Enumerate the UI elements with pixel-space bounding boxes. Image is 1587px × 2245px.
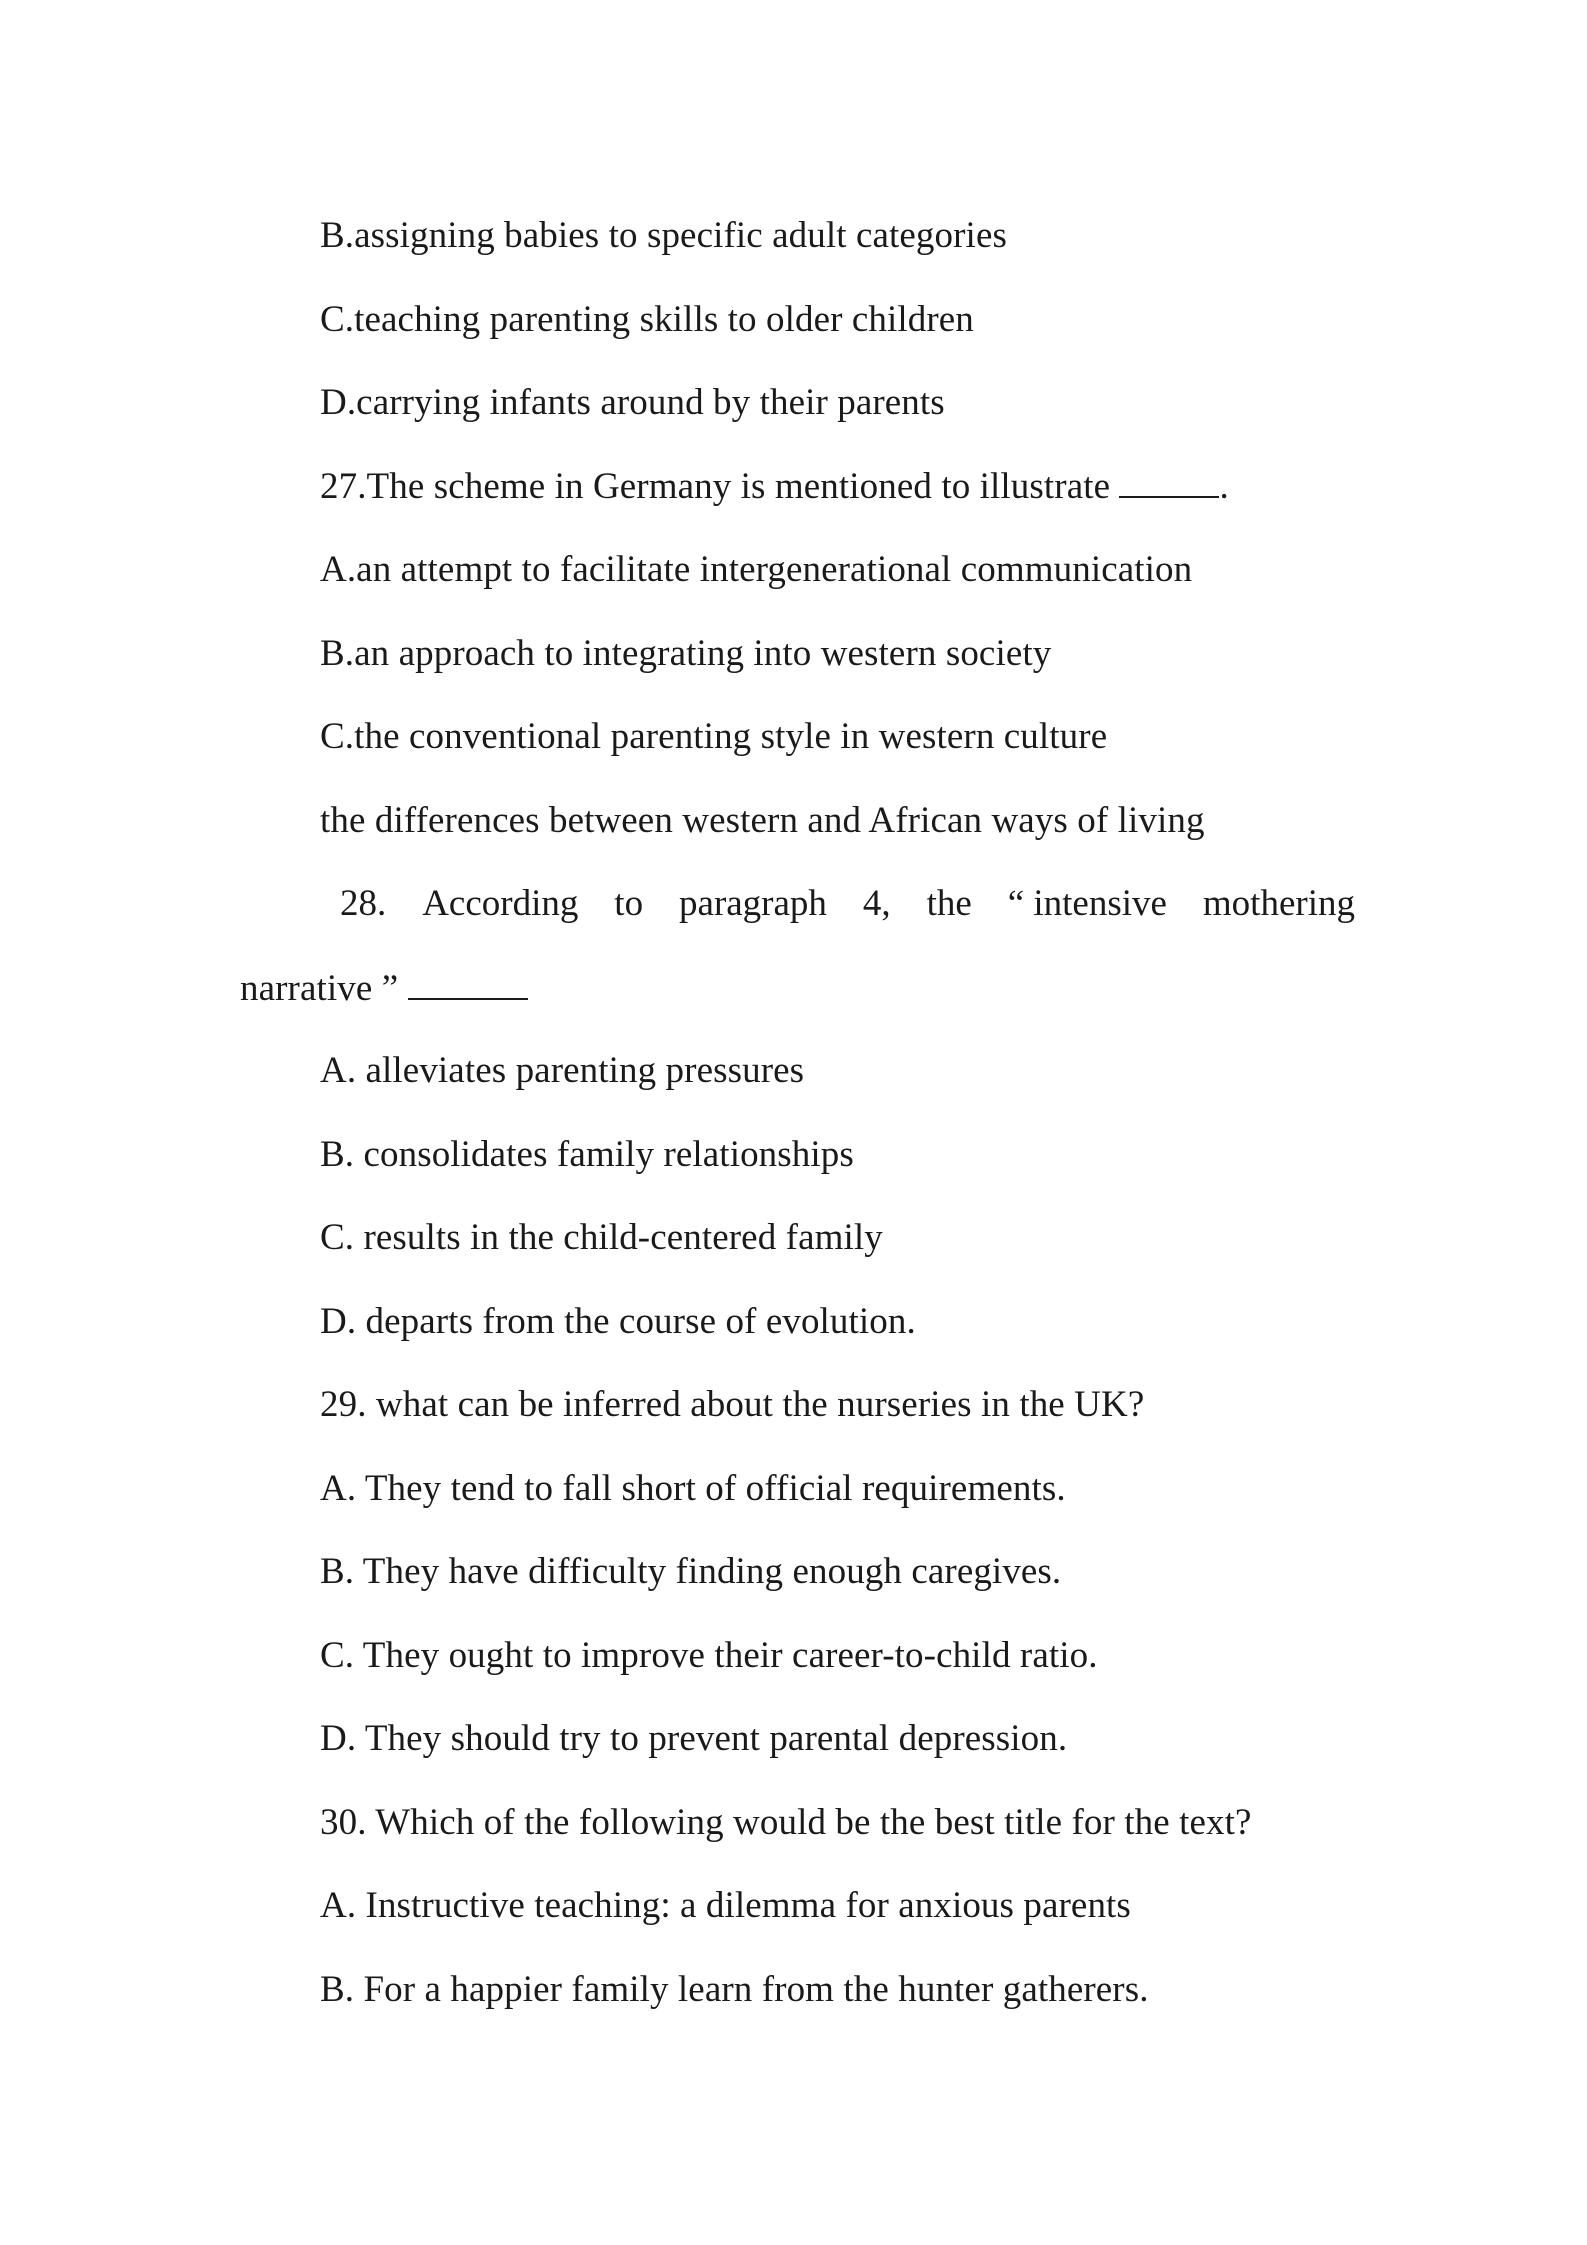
answer-blank [408,966,528,1000]
q27-stem-text: 27.The scheme in Germany is mentioned to illustrate [320,466,1120,507]
q29-option-a: A. They tend to fall short of official requirements. [320,1468,1066,1509]
q28-option-b: B. consolidates family relationships [320,1134,854,1175]
q30-option-a: A. Instructive teaching: a dilemma for anxious parents [320,1885,1131,1926]
q27-option-c: C.the conventional parenting style in western culture [320,716,1108,757]
q28-word: the [926,883,972,924]
q30-option-b: B. For a happier family learn from the hunter gatherers. [320,1969,1149,2010]
q28-option-d: D. departs from the course of evolution. [320,1301,916,1342]
q29-option-c: C. They ought to improve their career-to-child ratio. [320,1635,1098,1676]
answer-blank [1119,464,1219,498]
q28-stem-cont: narrative ” [240,968,408,1009]
q27-option-b: B.an approach to integrating into western society [320,633,1052,674]
q28-stem-line1 [340,882,1355,926]
q28-option-c: C. results in the child-centered family [320,1217,883,1258]
q26-option-c: C.teaching parenting skills to older children [320,299,974,340]
q28-word: “ intensive [1007,883,1167,924]
q26-option-d: D.carrying infants around by their parents [320,382,945,423]
q29-option-b: B. They have difficulty finding enough caregives. [320,1551,1062,1592]
q28-word: paragraph [679,883,827,924]
q28-word: to [614,883,644,924]
q30-stem: 30. Which of the following would be the best title for the text? [320,1802,1252,1843]
q27-option-a: A.an attempt to facilitate intergenerational communication [320,549,1193,590]
q29-stem: 29. what can be inferred about the nurseries in the UK? [320,1384,1145,1425]
q26-option-b: B.assigning babies to specific adult categories [320,215,1007,256]
q27-stem [320,464,1229,509]
q27-option-d: the differences between western and African ways of living [320,800,1205,841]
q28-option-a: A. alleviates parenting pressures [320,1050,805,1091]
q28-word: mothering [1202,883,1355,924]
q28-word: According [422,883,579,924]
q29-option-d: D. They should try to prevent parental depression. [320,1718,1068,1759]
q28-word: 4, [862,883,891,924]
q27-stem-end: . [1219,466,1229,507]
q28-stem-line2 [240,966,528,1011]
q28-word: 28. [340,883,387,924]
